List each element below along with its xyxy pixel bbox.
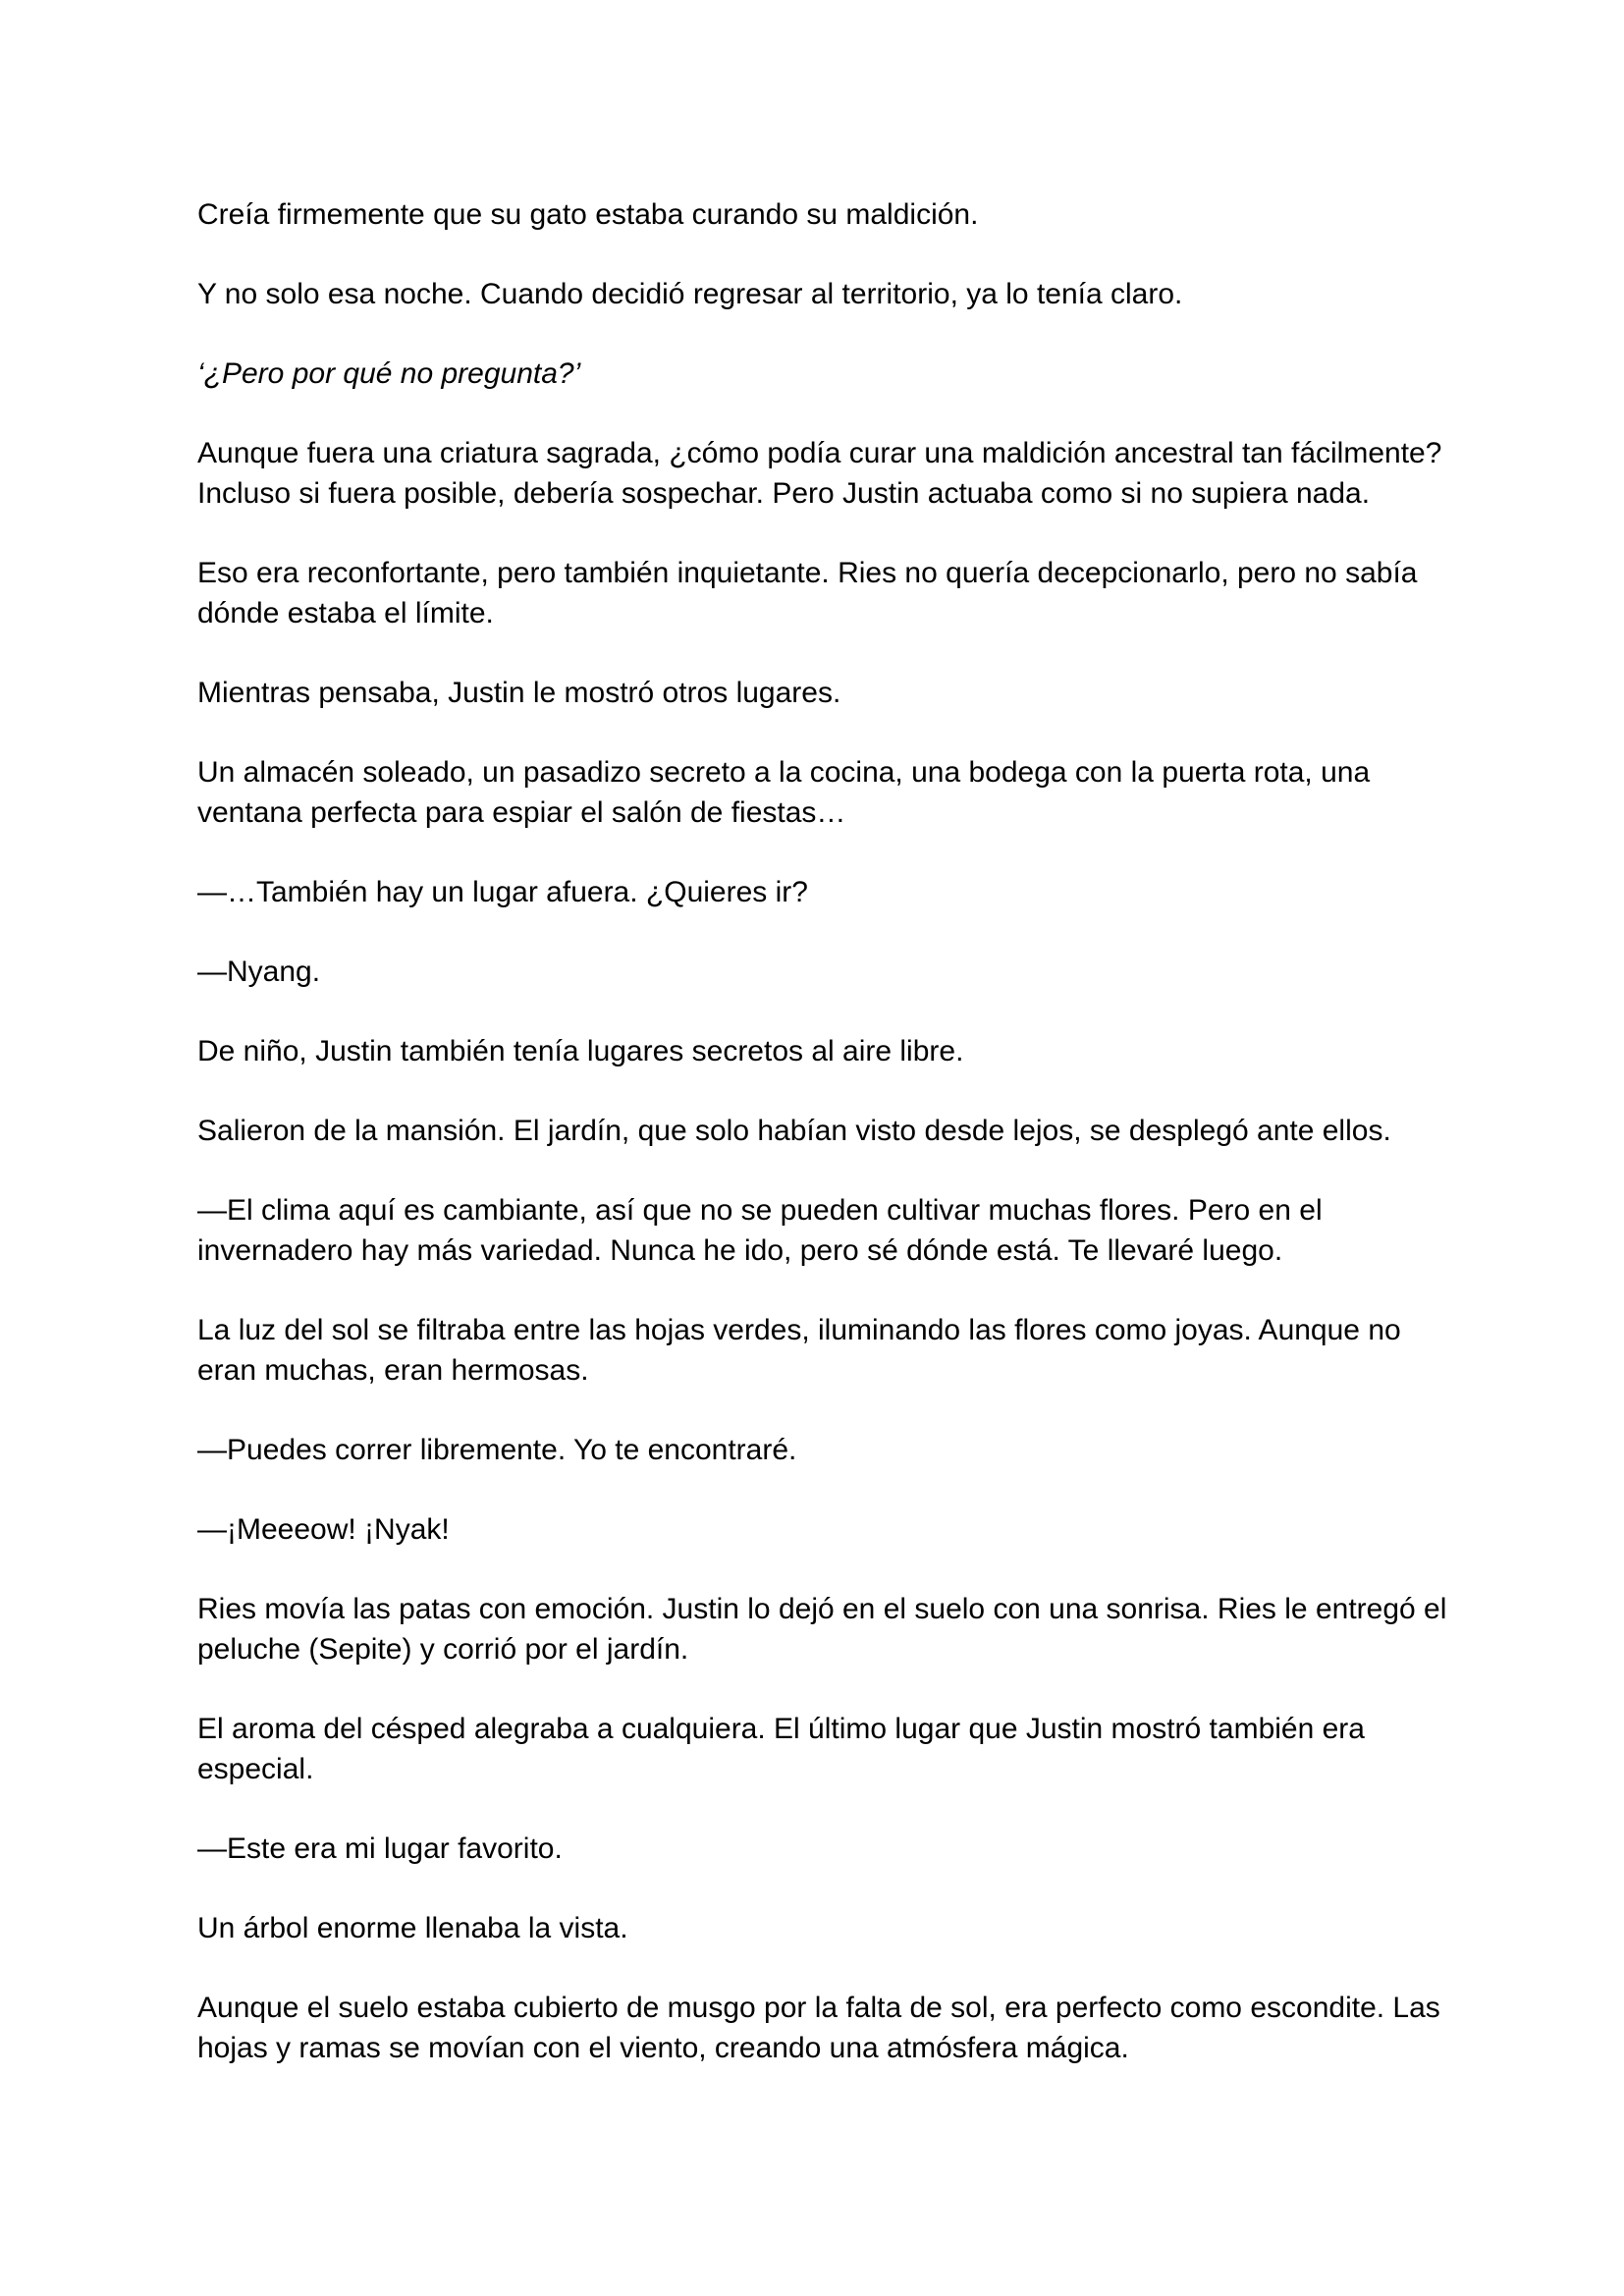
- paragraph: Un árbol enorme llenaba la vista.: [197, 1912, 628, 1944]
- paragraph: Salieron de la mansión. El jardín, que solo habían visto desde lejos, se desplegó ante ellos.: [197, 1115, 1391, 1147]
- paragraph: La luz del sol se filtraba entre las hojas verdes, iluminando las flores como joyas. Aunque no eran muchas, eran hermosas.: [197, 1314, 1401, 1387]
- paragraph: De niño, Justin también tenía lugares secretos al aire libre.: [197, 1035, 964, 1067]
- paragraph: El aroma del césped alegraba a cualquiera. El último lugar que Justin mostró también era especial.: [197, 1713, 1365, 1785]
- paragraph-dialogue: —El clima aquí es cambiante, así que no se pueden cultivar muchas flores. Pero en el invernadero hay más variedad. Nunca he ido, pero sé dónde está. Te llevaré luego.: [197, 1194, 1323, 1267]
- paragraph-thought: ‘¿Pero por qué no pregunta?’: [197, 357, 581, 390]
- paragraph-dialogue: —Puedes correr libremente. Yo te encontraré.: [197, 1434, 797, 1466]
- paragraph: Aunque fuera una criatura sagrada, ¿cómo podía curar una maldición ancestral tan fácilmente? Incluso si fuera posible, debería sospechar. Pero Justin actuaba como si no supiera nada.: [197, 437, 1442, 510]
- paragraph-dialogue: —…También hay un lugar afuera. ¿Quieres ir?: [197, 876, 808, 908]
- paragraph: Mientras pensaba, Justin le mostró otros lugares.: [197, 677, 841, 709]
- paragraph: Aunque el suelo estaba cubierto de musgo por la falta de sol, era perfecto como escondite. Las hojas y ramas se movían con el viento, creando una atmósfera mágica.: [197, 1992, 1440, 2064]
- paragraph: Eso era reconfortante, pero también inquietante. Ries no quería decepcionarlo, pero no sabía dónde estaba el límite.: [197, 557, 1418, 629]
- document-body: [197, 194, 1454, 2107]
- paragraph-dialogue: —¡Meeeow! ¡Nyak!: [197, 1513, 450, 1546]
- paragraph-dialogue: —Nyang.: [197, 956, 321, 988]
- paragraph: Ries movía las patas con emoción. Justin lo dejó en el suelo con una sonrisa. Ries le entregó el peluche (Sepite) y corrió por el jardín.: [197, 1593, 1447, 1666]
- paragraph: Un almacén soleado, un pasadizo secreto a la cocina, una bodega con la puerta rota, una ventana perfecta para espiar el salón de fiestas…: [197, 756, 1371, 829]
- paragraph-dialogue: —Este era mi lugar favorito.: [197, 1832, 563, 1865]
- paragraph: Creía firmemente que su gato estaba curando su maldición.: [197, 198, 979, 231]
- paragraph: Y no solo esa noche. Cuando decidió regresar al territorio, ya lo tenía claro.: [197, 278, 1183, 310]
